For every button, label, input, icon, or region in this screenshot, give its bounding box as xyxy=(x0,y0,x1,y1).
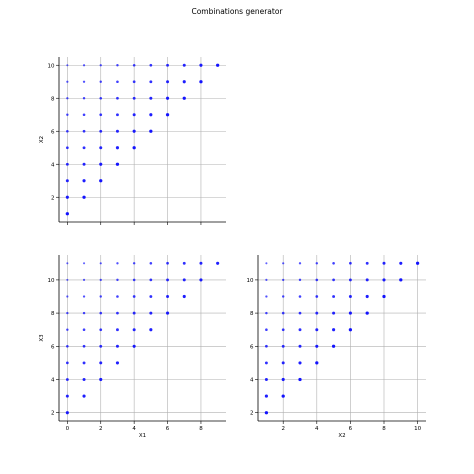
data-point xyxy=(99,361,102,364)
data-point xyxy=(133,130,136,133)
data-point xyxy=(66,295,68,297)
data-point xyxy=(332,312,335,315)
y-tick-label: 10 xyxy=(47,63,55,70)
data-point xyxy=(83,262,85,264)
data-point xyxy=(349,328,352,331)
data-point xyxy=(315,295,318,298)
chart-panel-top-left xyxy=(39,57,226,225)
data-point xyxy=(265,345,268,348)
x-tick-label: 6 xyxy=(348,426,353,432)
data-point xyxy=(366,311,369,314)
data-point xyxy=(83,378,86,381)
data-point xyxy=(382,295,385,298)
data-point xyxy=(282,295,284,297)
y-tick-label: 2 xyxy=(51,195,55,202)
data-point xyxy=(315,312,318,315)
data-point xyxy=(133,113,136,116)
data-point xyxy=(383,262,386,265)
data-point xyxy=(66,146,69,149)
data-point xyxy=(66,130,69,133)
data-point xyxy=(133,328,136,331)
data-point xyxy=(66,163,69,166)
data-point xyxy=(299,312,302,315)
data-point xyxy=(133,295,136,298)
data-point xyxy=(316,279,319,282)
data-point xyxy=(166,278,169,281)
data-point xyxy=(332,345,335,348)
data-point xyxy=(282,378,285,381)
x-tick-label: 4 xyxy=(132,426,136,432)
data-point xyxy=(149,328,152,331)
data-point xyxy=(83,130,86,133)
y-tick-label: 10 xyxy=(246,277,254,284)
chart-panel-bottom-left xyxy=(39,255,226,439)
data-point xyxy=(116,295,119,298)
x-axis-label: X1 xyxy=(138,433,147,439)
data-point xyxy=(183,278,186,281)
data-point xyxy=(82,179,85,182)
data-point xyxy=(366,262,369,265)
data-point xyxy=(298,361,301,364)
data-point xyxy=(83,279,85,281)
data-point xyxy=(83,328,86,331)
data-point xyxy=(150,262,153,265)
y-tick-label: 8 xyxy=(51,96,55,103)
data-point xyxy=(149,295,152,298)
data-point xyxy=(399,262,402,265)
data-point xyxy=(315,328,318,331)
data-point xyxy=(66,378,69,381)
x-tick-label: 8 xyxy=(199,426,203,432)
data-point xyxy=(99,97,102,100)
data-point xyxy=(116,262,118,264)
data-point xyxy=(99,179,102,182)
y-tick-label: 10 xyxy=(47,277,55,284)
y-tick-label: 4 xyxy=(250,377,254,384)
data-point xyxy=(133,64,136,67)
data-point xyxy=(282,262,284,264)
data-point xyxy=(282,345,285,348)
figure-title: Combinations generator xyxy=(191,7,283,16)
data-point xyxy=(66,196,69,199)
data-point xyxy=(116,64,118,66)
data-point xyxy=(99,328,102,331)
data-point xyxy=(315,361,318,364)
data-point xyxy=(299,295,302,298)
data-point xyxy=(66,179,69,182)
data-point xyxy=(116,80,119,83)
data-point xyxy=(332,279,335,282)
data-point xyxy=(66,97,68,99)
data-point xyxy=(66,81,68,83)
x-tick-label: 4 xyxy=(315,426,319,432)
data-point xyxy=(66,262,68,264)
data-point xyxy=(100,81,102,83)
data-point xyxy=(100,262,102,264)
data-point xyxy=(265,279,267,281)
data-point xyxy=(66,212,69,215)
y-tick-label: 8 xyxy=(51,311,55,318)
data-point xyxy=(149,80,152,83)
data-point xyxy=(66,114,68,116)
x-axis-label: X2 xyxy=(338,433,346,439)
data-point xyxy=(349,295,352,298)
data-point xyxy=(133,97,136,100)
data-point xyxy=(149,64,152,67)
data-point xyxy=(265,262,267,264)
data-point xyxy=(116,279,118,281)
x-tick-label: 8 xyxy=(382,426,386,432)
data-point xyxy=(332,328,335,331)
data-point xyxy=(183,80,186,83)
data-point xyxy=(282,312,285,315)
data-point xyxy=(149,97,152,100)
data-point xyxy=(183,262,186,265)
data-point xyxy=(166,295,169,298)
data-point xyxy=(265,378,268,381)
chart-panel-bottom-right xyxy=(247,255,427,439)
data-point xyxy=(166,312,169,315)
y-tick-label: 6 xyxy=(250,344,254,351)
data-point xyxy=(183,97,186,100)
data-point xyxy=(199,278,202,281)
y-tick-label: 4 xyxy=(51,377,55,384)
data-point xyxy=(83,113,86,116)
data-point xyxy=(166,80,169,83)
y-tick-label: 6 xyxy=(51,344,55,351)
data-point xyxy=(116,312,119,315)
data-point xyxy=(349,278,352,281)
data-point xyxy=(349,262,352,265)
data-point xyxy=(149,113,152,116)
data-point xyxy=(66,279,68,281)
data-point xyxy=(116,345,119,348)
data-point xyxy=(282,394,285,397)
data-point xyxy=(66,362,69,365)
data-point xyxy=(66,411,69,414)
x-tick-label: 10 xyxy=(414,426,422,432)
data-point xyxy=(83,361,86,364)
data-point xyxy=(116,146,119,149)
data-point xyxy=(66,64,68,66)
y-tick-label: 2 xyxy=(51,410,55,417)
y-tick-label: 2 xyxy=(250,410,254,417)
y-axis-label: X2 xyxy=(39,135,45,144)
data-point xyxy=(149,130,152,133)
data-point xyxy=(299,328,302,331)
data-point xyxy=(416,262,419,265)
data-point xyxy=(66,328,68,330)
x-tick-label: 6 xyxy=(165,426,170,432)
y-axis-label: X3 xyxy=(39,334,45,342)
x-tick-label: 2 xyxy=(281,426,285,432)
data-point xyxy=(99,146,102,149)
data-point xyxy=(66,345,69,348)
data-point xyxy=(83,81,85,83)
data-point xyxy=(83,97,85,99)
data-point xyxy=(83,64,85,66)
data-point xyxy=(116,113,119,116)
data-point xyxy=(149,279,152,282)
data-point xyxy=(199,262,202,265)
data-point xyxy=(399,278,402,281)
data-point xyxy=(332,295,335,298)
data-point xyxy=(133,279,136,282)
data-point xyxy=(99,345,102,348)
data-point xyxy=(82,395,85,398)
y-tick-label: 8 xyxy=(250,311,254,318)
data-point xyxy=(99,378,102,381)
data-point xyxy=(133,312,136,315)
data-point xyxy=(166,64,169,67)
data-point xyxy=(299,345,302,348)
data-point xyxy=(382,278,385,281)
x-tick-label: 2 xyxy=(99,426,103,432)
data-point xyxy=(166,113,169,116)
data-point xyxy=(99,113,102,116)
data-point xyxy=(216,64,219,67)
data-point xyxy=(265,312,267,314)
data-point xyxy=(66,312,68,314)
data-point xyxy=(83,345,86,348)
data-point xyxy=(83,146,86,149)
data-point xyxy=(183,295,186,298)
data-point xyxy=(133,146,136,149)
data-point xyxy=(116,163,119,166)
data-point xyxy=(116,130,119,133)
data-point xyxy=(149,312,152,315)
data-point xyxy=(116,97,119,100)
data-point xyxy=(265,295,267,297)
data-point xyxy=(83,163,86,166)
data-point xyxy=(265,361,268,364)
data-point xyxy=(265,328,268,331)
data-point xyxy=(299,262,301,264)
data-point xyxy=(282,328,285,331)
data-point xyxy=(83,295,85,297)
data-point xyxy=(116,361,119,364)
data-point xyxy=(99,163,102,166)
data-point xyxy=(199,64,202,67)
data-point xyxy=(116,328,119,331)
data-point xyxy=(298,378,301,381)
data-point xyxy=(82,196,85,199)
x-tick-label: 0 xyxy=(65,426,70,432)
data-point xyxy=(315,345,318,348)
data-point xyxy=(166,97,169,100)
data-point xyxy=(133,345,136,348)
data-point xyxy=(265,411,268,414)
data-point xyxy=(265,395,268,398)
y-tick-label: 6 xyxy=(51,129,55,136)
data-point xyxy=(166,262,169,265)
data-point xyxy=(133,80,136,83)
data-point xyxy=(99,130,102,133)
data-point xyxy=(349,312,352,315)
data-point xyxy=(100,295,102,297)
data-point xyxy=(282,361,285,364)
data-point xyxy=(332,262,335,265)
data-point xyxy=(366,295,369,298)
data-point xyxy=(216,262,219,265)
data-point xyxy=(282,279,284,281)
data-point xyxy=(99,312,102,315)
y-tick-label: 4 xyxy=(51,162,55,169)
data-point xyxy=(133,262,135,264)
data-point xyxy=(316,262,318,264)
data-point xyxy=(66,395,69,398)
data-point xyxy=(299,279,301,281)
data-point xyxy=(100,279,102,281)
data-point xyxy=(366,278,369,281)
data-point xyxy=(100,64,102,66)
data-point xyxy=(199,80,202,83)
data-point xyxy=(83,312,85,314)
data-point xyxy=(183,64,186,67)
